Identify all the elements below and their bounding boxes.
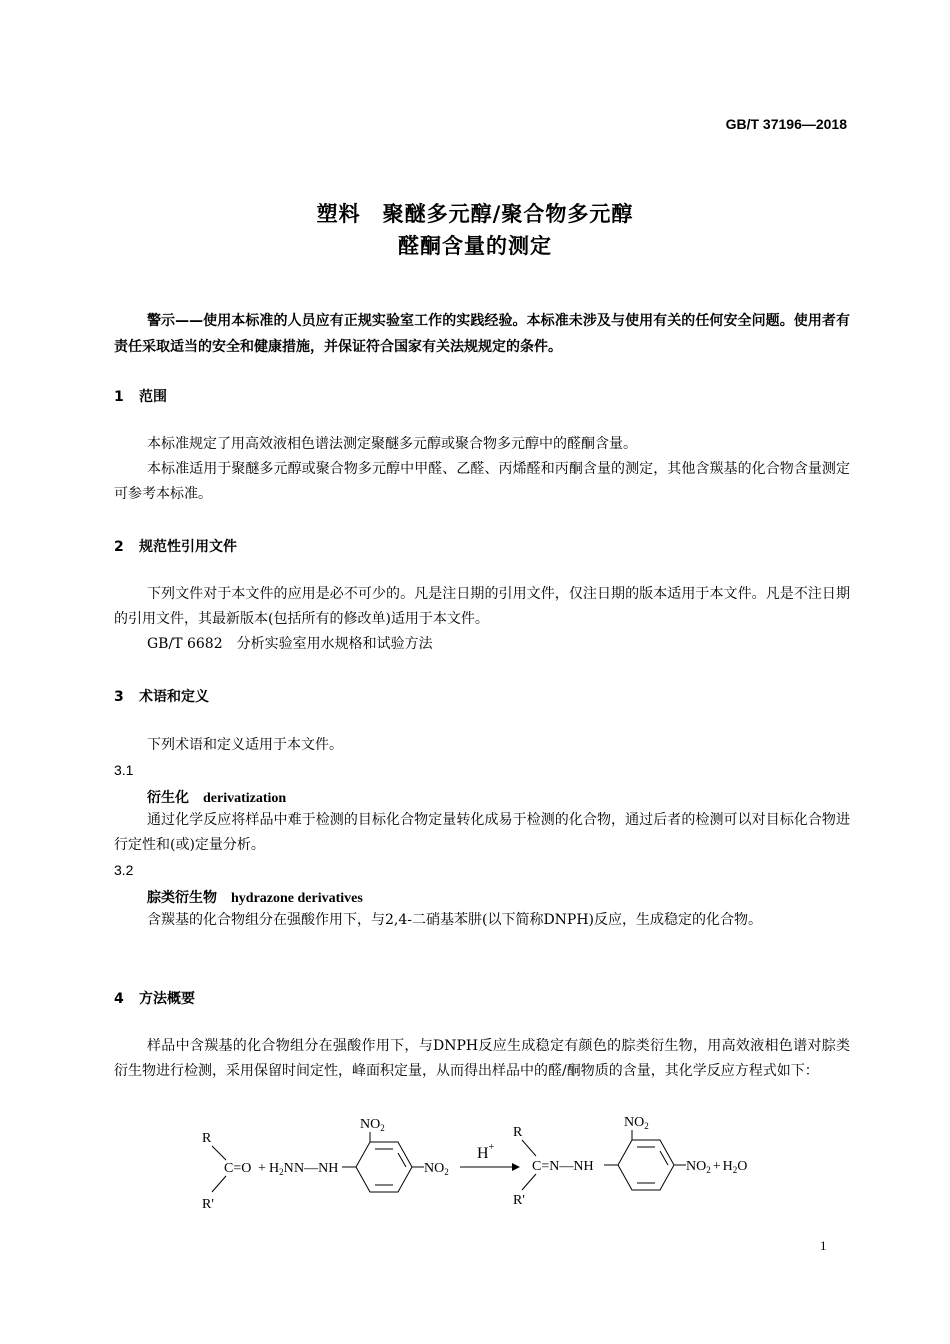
section-title: 范围 xyxy=(139,389,167,405)
bond-line xyxy=(212,1146,226,1160)
section-2-heading xyxy=(114,536,237,556)
product-nitro-ortho-label: $NO_2$ xyxy=(624,1115,649,1131)
section-title: 术语和定义 xyxy=(139,689,209,705)
bond-line xyxy=(522,1174,536,1190)
product-r-prime-label: R' xyxy=(513,1193,525,1208)
bond-line xyxy=(522,1140,536,1156)
term-3-1-heading xyxy=(147,787,286,807)
section-4-heading xyxy=(114,988,195,1008)
term-3-2-definition: 含羰基的化合物组分在强酸作用下，与2,4-二硝基苯肼(以下简称DNPH)反应，生成稳定的化合物。 xyxy=(147,912,763,928)
section-4-para-1: 样品中含羰基的化合物组分在强酸作用下，与DNPH反应生成稳定有颜色的腙类衍生物，用高效液相色谱对腙类衍生物进行检测，采用保留时间定性，峰面积定量，从而得出样品中的醛/酮物质的含量，其化学反应方程式如下： xyxy=(114,1038,850,1079)
product-r-label: R xyxy=(513,1125,523,1140)
section-number: 2 xyxy=(114,539,124,555)
section-3-para-1: 下列术语和定义适用于本文件。 xyxy=(147,737,343,753)
term-cn: 腙类衍生物 xyxy=(147,890,217,906)
product-link-label: C=N—NH xyxy=(532,1159,594,1174)
standard-code: GB/T 37196—2018 xyxy=(725,116,847,132)
carbonyl-label: C=O xyxy=(224,1161,252,1176)
document-title-line1: 塑料 聚醚多元醇/聚合物多元醇 xyxy=(316,202,634,226)
section-number: 1 xyxy=(114,389,124,405)
nitro-para-label: $NO_2$ xyxy=(424,1161,449,1177)
section-number: 4 xyxy=(114,991,124,1007)
hydrazine-link-label: N—NH xyxy=(294,1161,339,1176)
section-title: 规范性引用文件 xyxy=(139,539,237,555)
nitro-ortho-label: $NO_2$ xyxy=(360,1117,385,1133)
section-number: 3 xyxy=(114,689,124,705)
section-1-heading xyxy=(114,386,167,406)
bond-line xyxy=(212,1176,226,1192)
term-3-1-number: 3.1 xyxy=(114,762,134,778)
section-3-heading xyxy=(114,686,209,706)
reaction-equation-figure xyxy=(190,1110,790,1220)
warning-paragraph: 警示——使用本标准的人员应有正规实验室工作的实践经验。本标准未涉及与使用有关的任何安全问题。使用者有责任采取适当的安全和健康措施，并保证符合国家有关法规规定的条件。 xyxy=(114,313,850,355)
document-title-line2: 醛酮含量的测定 xyxy=(398,234,552,258)
h2n-label: $H_2N$ xyxy=(269,1161,294,1177)
section-1-para-2: 本标准适用于聚醚多元醇或聚合物多元醇中甲醛、乙醛、丙烯醛和丙酮含量的测定，其他含羰基的化合物含量测定可参考本标准。 xyxy=(114,461,850,502)
product-nitro-para-label: $NO_2 + H_2O$ xyxy=(686,1159,748,1175)
plus-sign: + xyxy=(258,1161,266,1176)
term-3-1-definition: 通过化学反应将样品中难于检测的目标化合物定量转化成易于检测的化合物，通过后者的检测可以对目标化合物进行定性和(或)定量分析。 xyxy=(114,812,850,853)
normative-reference: GB/T 6682 分析实验室用水规格和试验方法 xyxy=(147,636,433,652)
reactant-r-prime-label: R' xyxy=(202,1197,214,1212)
term-3-2-number: 3.2 xyxy=(114,862,134,878)
arrow-head-icon xyxy=(512,1163,520,1171)
page-number: 1 xyxy=(820,1238,827,1253)
term-cn: 衍生化 xyxy=(147,790,189,806)
term-en: derivatization xyxy=(203,791,287,806)
catalyst-label: H+ xyxy=(477,1142,495,1162)
reactant-r-label: R xyxy=(202,1131,212,1146)
section-title: 方法概要 xyxy=(139,991,195,1007)
term-en: hydrazone derivatives xyxy=(231,891,363,906)
section-2-para-1: 下列文件对于本文件的应用是必不可少的。凡是注日期的引用文件，仅注日期的版本适用于本文件。凡是不注日期的引用文件，其最新版本(包括所有的修改单)适用于本文件。 xyxy=(114,586,850,627)
section-1-para-1: 本标准规定了用高效液相色谱法测定聚醚多元醇或聚合物多元醇中的醛酮含量。 xyxy=(147,436,637,452)
term-3-2-heading xyxy=(147,887,363,907)
